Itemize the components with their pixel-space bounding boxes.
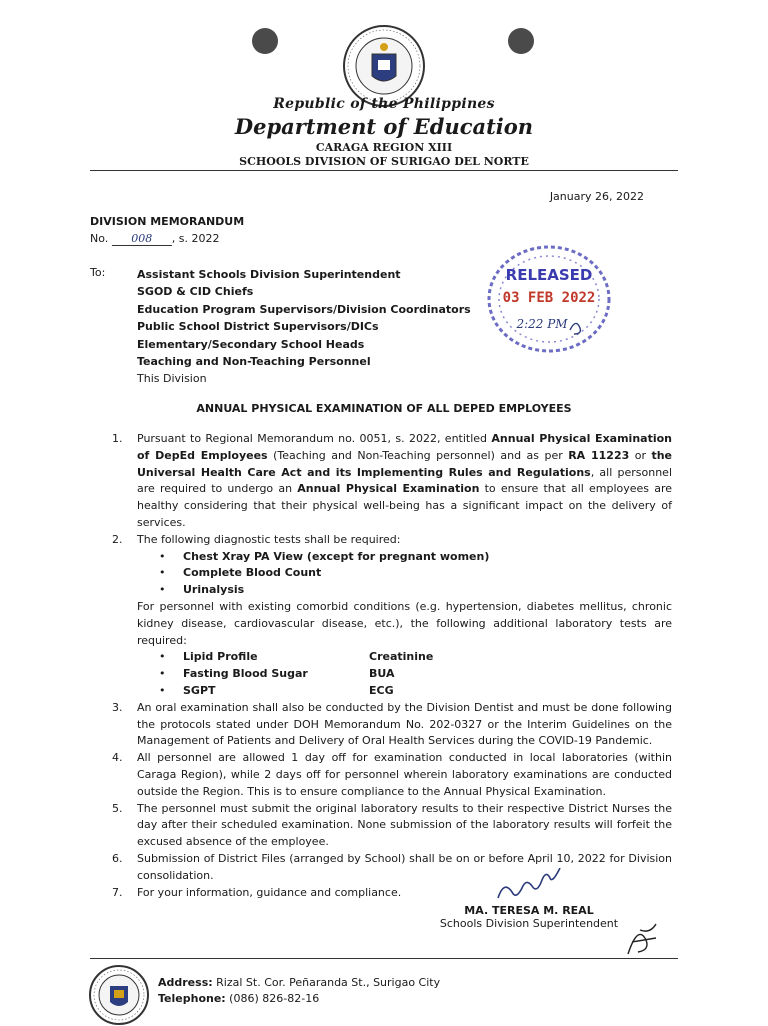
list-item: 5. The personnel must submit the original laboratory results to their respective District Nurses the day after their scheduled examination. None submission of the laboratory results will forfeit the excused absence of the employee. [112,801,672,849]
recipient: SGOD & CID Chiefs [137,285,254,299]
list-item: 6. Submission of District Files (arranged by School) shall be on or before April 10, 2022 for Division consolidation. [112,851,672,882]
test-bullet: • Urinalysis [159,583,245,597]
division-line: SCHOOLS DIVISION OF SURIGAO DEL NORTE [239,155,529,168]
released-stamp-icon [484,240,614,358]
extra-test-row: • Fasting Blood Sugar BUA [159,667,395,681]
stamp-released-text: RELEASED [505,266,593,284]
list-item: 2. The following diagnostic tests shall be required: • Chest Xray PA View (except for pregnant women) • Complete Blood Count • Urinalysis For personnel with existing comorbid conditions (e.g. hypertension, diabetes mellitus, chronic kidney disease, cardiovascular disease, etc.), the following additional laboratory tests are required: • Lipid Profile Creatinine • Fasting Blood Sugar BUA • SGPT ECG [112,532,672,700]
memo-number: No. 008 , s. 2022 [90,232,220,245]
list-item: 3. An oral examination shall also be conducted by the Division Dentist and must be done following the protocols stated under DOH Memorandum No. 202-0327 or the Interim Guidelines on the Management of Patients and Delivery of Oral Health Services during the COVID-19 Pandemic. [112,700,672,748]
test-bullet: • Complete Blood Count [159,566,322,580]
recipient: Public School District Supervisors/DICs [137,320,379,334]
punch-hole-right [508,28,534,54]
recipient: This Division [137,372,207,386]
list-item: 1. Pursuant to Regional Memorandum no. 0051, s. 2022, entitled Annual Physical Examination of DepEd Employees (Teaching and Non-Teaching personnel) and as per RA 11223 or the Universal Health Care Act and its Implementing Rules and Regulations, all personnel are required to undergo an Annual Physical Examination to ensure that all employees are healthy considering that their physical well-being has a significant impact on the delivery of services. [112,432,673,529]
memo-date: January 26, 2022 [549,190,644,203]
recipient: Assistant Schools Division Superintendent [137,268,401,281]
extra-test-row: • SGPT ECG [159,683,394,697]
republic-line: Republic of the Philippines [273,96,495,112]
signature-block [434,904,624,930]
initials-icon [622,918,662,962]
footer-telephone: Telephone: (086) 826-82-16 [158,992,320,1005]
signatory-name: MA. TERESA M. REAL [464,904,594,917]
stamp-date-text: 03 FEB 2022 [502,290,596,306]
list-item: 4. All personnel are allowed 1 day off for examination conducted in local laboratories (within Caraga Region), while 2 days off for personnel wherein laboratory examinations are conducted outside the Region. This is to ensure compliance to the Annual Physical Examination. [112,751,672,798]
to-label: To: [90,266,106,279]
recipient: Education Program Supervisors/Division Coordinators [137,302,471,316]
recipient: Elementary/Secondary School Heads [137,337,365,351]
footer-address: Address: Rizal St. Cor. Peñaranda St., Surigao City [158,976,441,989]
signature-icon [490,868,570,908]
punch-hole-left [252,28,278,54]
footer-rule [90,958,678,959]
test-bullet: • Chest Xray PA View (except for pregnant women) [159,549,490,563]
recipient: Teaching and Non-Teaching Personnel [137,355,371,369]
header-rule [90,170,678,171]
memo-type: DIVISION MEMORANDUM [90,215,245,228]
recipient-list [137,266,471,388]
sdo-seal-icon [88,964,150,1026]
list-item: 7. For your information, guidance and compliance. [112,885,402,899]
memo-title: ANNUAL PHYSICAL EXAMINATION OF ALL DEPED EMPLOYEES [196,402,572,415]
region-line: CARAGA REGION XIII [315,141,453,154]
memo-number-value: 008 [112,232,172,246]
signatory-position: Schools Division Superintendent [439,917,619,930]
memo-items [112,431,672,901]
extra-test-row: • Lipid Profile Creatinine [159,650,434,664]
department-title: Department of Education [234,114,534,139]
stamp-time-text: 2:22 PM [516,317,568,331]
